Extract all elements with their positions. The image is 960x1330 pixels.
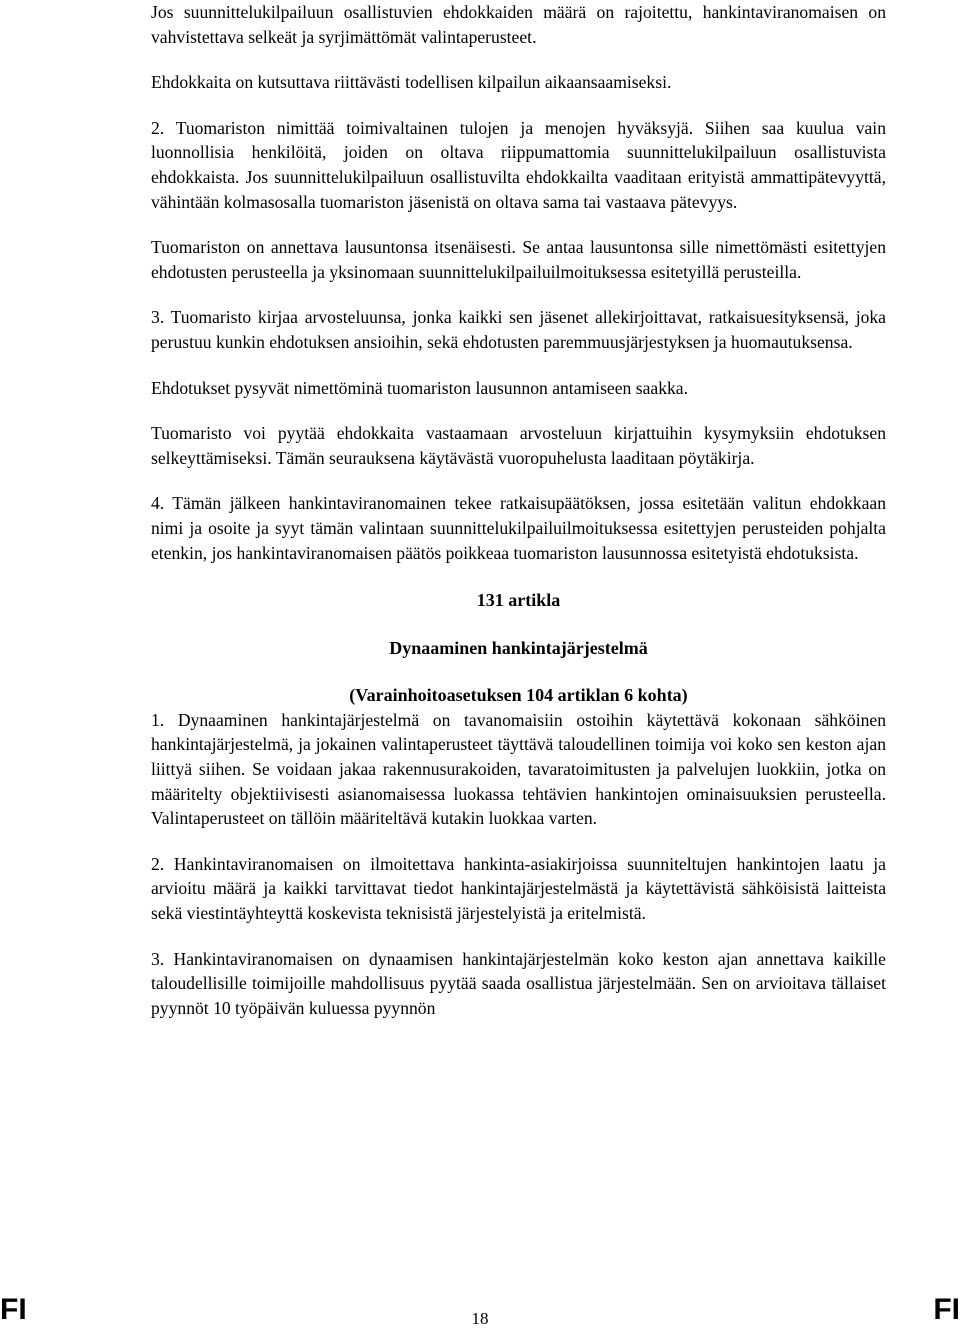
paragraph: 2. Hankintaviranomaisen on ilmoitettava hankinta-asiakirjoissa suunniteltujen hankintojen laatu ja arvioitu määrä ja kaikki tarvittavat tiedot hankintajärjestelmästä ja käytettävistä sähköisistä laitteista sekä viestintäyhteyttä koskevista teknisistä järjestelyistä ja eritelmistä. — [151, 853, 886, 924]
article-number: 131 artikla — [476, 590, 561, 611]
paragraph: Ehdokkaita on kutsuttava riittävästi todellisen kilpailun aikaansaamiseksi. — [151, 72, 672, 93]
page-number: 18 — [471, 1309, 489, 1328]
paragraph: 1. Dynaaminen hankintajärjestelmä on tavanomaisiin ostoihin käytettävä kokonaan sähköinen hankintajärjestelmä, ja jokainen valintaperusteet täyttävä taloudellinen toimija voi koko sen keston ajan liittyä siihen. Se voidaan jakaa rakennusurakoiden, tavaratoimitusten ja palvelujen luokkiin, jotka on määritelty objektiivisesti asianomaisessa luokassa tehtävien hankintojen ominaisuuksien perusteella. Valintaperusteet on tällöin määriteltävä kutakin luokkaa varten. — [151, 709, 886, 829]
paragraph: 3. Hankintaviranomaisen on dynaamisen hankintajärjestelmän koko keston ajan annettava kaikille taloudellisille toimijoille mahdollisuus pyytää saada osallistua järjestelmään. Sen on arvioitava tällaiset pyynnöt 10 työpäivän kuluessa pyynnön — [151, 948, 886, 1018]
paragraph: 2. Tuomariston nimittää toimivaltainen tulojen ja menojen hyväksyjä. Siihen saa kuulua vain luonnollisia henkilöitä, joiden on oltava riippumattomia suunnittelukilpailuun osallistuvista ehdokkaista. Jos suunnittelukilpailuun osallistuvilta ehdokkailta vaaditaan erityistä ammattipätevyyttä, vähintään kolmasosalla tuomariston jäsenistä on oltava sama tai vastaava pätevyys. — [151, 117, 886, 212]
article-title: Dynaaminen hankintajärjestelmä — [389, 637, 648, 658]
document-body — [151, 0, 886, 1020]
paragraph: Tuomaristo voi pyytää ehdokkaita vastaamaan arvosteluun kirjattuihin kysymyksiin ehdotuksen selkeyttämiseksi. Tämän seurauksena käytävästä vuoropuhelusta laaditaan pöytäkirja. — [151, 423, 886, 468]
footer-language-left: FI — [0, 1293, 27, 1326]
article-subtitle: (Varainhoitoasetuksen 104 artiklan 6 kohta) — [349, 685, 688, 706]
paragraph: 4. Tämän jälkeen hankintaviranomainen tekee ratkaisupäätöksen, jossa esitetään valitun ehdokkaan nimi ja osoite ja syyt tämän valintaan suunnittelukilpailuilmoituksessa esitettyjen perusteiden pohjalta etenkin, jos hankintaviranomaisen päätös poikkeaa tuomariston lausunnossa esitetyistä ehdotuksista. — [151, 493, 886, 563]
paragraph: Ehdotukset pysyvät nimettöminä tuomariston lausunnon antamiseen saakka. — [151, 377, 688, 398]
paragraph: Tuomariston on annettava lausuntonsa itsenäisesti. Se antaa lausuntonsa sille nimettömästi esitettyjen ehdotusten perusteella ja yksinomaan suunnittelukilpailuilmoituksessa esitetyillä perusteilla. — [151, 237, 886, 282]
paragraph: Jos suunnittelukilpailuun osallistuvien ehdokkaiden määrä on rajoitettu, hankintaviranomaisen on vahvistettava selkeät ja syrjimättömät valintaperusteet. — [151, 2, 886, 47]
paragraph: 3. Tuomaristo kirjaa arvosteluunsa, jonka kaikki sen jäsenet allekirjoittavat, ratkaisuesityksensä, joka perustuu kunkin ehdotuksen ansioihin, sekä ehdotusten paremmuusjärjestyksen ja huomautuksensa. — [151, 307, 886, 352]
footer-language-right: FI — [933, 1293, 960, 1326]
